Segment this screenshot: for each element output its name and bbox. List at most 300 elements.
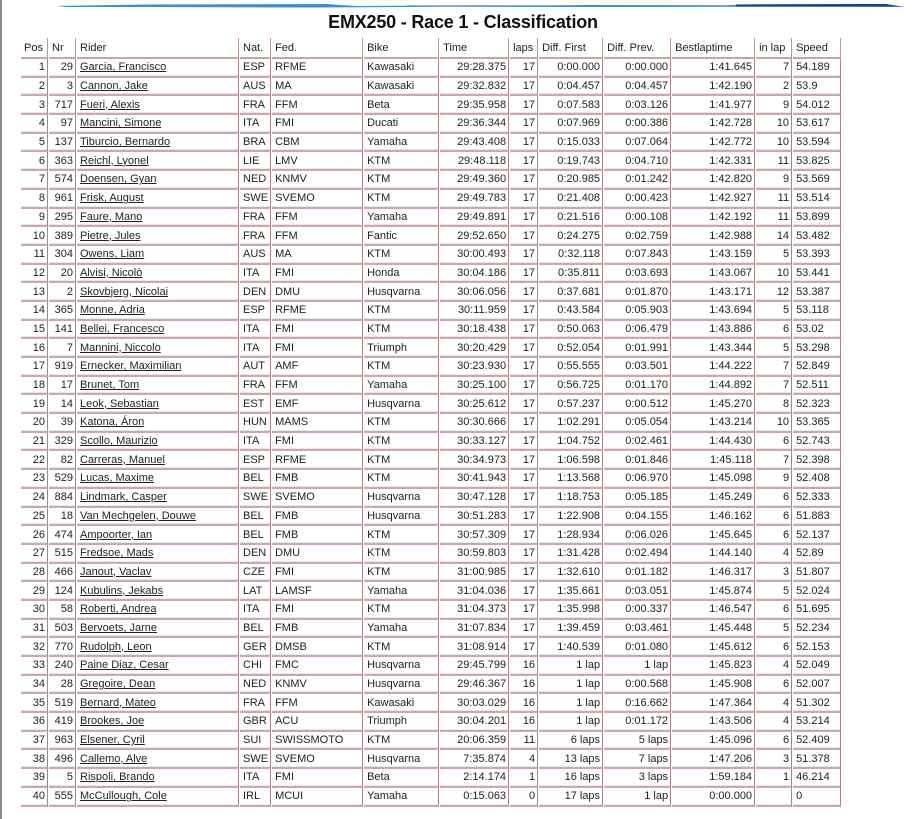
cell-in-lap: 3 [756, 750, 792, 769]
rider-name-link[interactable]: Bernard, Mateo [80, 696, 156, 709]
cell-diff-first: 0:56.725 [539, 377, 603, 396]
cell-bestlaptime: 1:46.547 [672, 601, 755, 620]
cell-time: 29:49.783 [440, 190, 509, 209]
cell-pos: 23 [21, 470, 48, 489]
cell-pos: 10 [21, 227, 48, 246]
cell-laps: 17 [510, 283, 538, 302]
table-row [21, 676, 841, 695]
cell-time: 29:49.891 [440, 209, 509, 228]
cell-time: 30:04.201 [440, 713, 509, 732]
cell-nr: 363 [49, 152, 76, 171]
cell-diff-first: 6 laps [539, 732, 603, 751]
cell-speed: 52.409 [793, 732, 841, 751]
rider-name-link[interactable]: Faure, Mano [80, 210, 143, 223]
cell-diff-prev: 0:02.461 [604, 433, 671, 452]
rider-name-link[interactable]: Lindmark, Casper [80, 491, 167, 504]
cell-bike: Kawasaki [364, 694, 439, 713]
header-nat[interactable]: Nat. [240, 38, 271, 59]
cell-diff-prev: 0:01.182 [604, 564, 671, 583]
cell-time: 30:47.128 [440, 489, 509, 508]
rider-name-link[interactable]: Mancini, Simone [80, 117, 162, 130]
cell-pos: 36 [21, 713, 48, 732]
rider-name-link[interactable]: Frisk, August [80, 192, 144, 205]
cell-diff-prev: 0:02.759 [604, 227, 671, 246]
rider-name-link[interactable]: Skovbjerg, Nicolai [80, 285, 169, 298]
cell-in-lap: 9 [756, 171, 792, 190]
cell-rider [77, 358, 239, 377]
cell-bestlaptime: 1:45.096 [672, 732, 755, 751]
cell-rider [77, 414, 239, 433]
header-speed[interactable]: Speed [793, 38, 841, 59]
cell-rider [77, 377, 239, 396]
cell-nat: FRA [240, 227, 271, 246]
rider-name-link[interactable]: Fredsoe, Mads [80, 547, 154, 560]
cell-diff-first: 13 laps [539, 750, 603, 769]
cell-time: 31:08.914 [440, 638, 509, 657]
cell-nat: BEL [240, 526, 271, 545]
cell-time: 30:41.943 [440, 470, 509, 489]
cell-laps: 17 [510, 395, 538, 414]
header-diff-first[interactable]: Diff. First [539, 38, 603, 59]
rider-name-link[interactable]: Fueri, Alexis [80, 98, 140, 111]
cell-nat: SWE [240, 190, 271, 209]
cell-time: 7:35.874 [440, 750, 509, 769]
cell-nat: FRA [240, 209, 271, 228]
rider-name-link[interactable]: Mannini, Niccolo [80, 341, 161, 354]
rider-name-link[interactable]: Roberti, Andrea [80, 603, 157, 616]
rider-name-link[interactable]: Van Mechgelen, Douwe [80, 509, 196, 522]
cell-bestlaptime: 1:47.206 [672, 750, 755, 769]
cell-diff-first: 16 laps [539, 769, 603, 788]
cell-in-lap: 7 [756, 59, 792, 78]
rider-name-link[interactable]: Pietre, Jules [80, 229, 141, 242]
cell-in-lap: 11 [756, 190, 792, 209]
cell-diff-first: 0:20.985 [539, 171, 603, 190]
rider-name-link[interactable]: Elsener, Cyril [80, 734, 145, 747]
cell-diff-first: 0:24.275 [539, 227, 603, 246]
cell-speed: 52.153 [793, 638, 841, 657]
cell-nr: 137 [49, 134, 76, 153]
header-banner-brushstroke [26, 0, 912, 10]
cell-rider [77, 676, 239, 695]
cell-rider [77, 451, 239, 470]
cell-diff-prev: 0:04.155 [604, 508, 671, 527]
cell-diff-prev: 5 laps [604, 732, 671, 751]
header-bestlaptime[interactable]: Bestlaptime [672, 38, 755, 59]
cell-diff-prev: 0:00.337 [604, 601, 671, 620]
table-row [21, 265, 841, 284]
cell-laps: 17 [510, 321, 538, 340]
cell-fed: RFME [272, 302, 363, 321]
cell-fed: LMV [272, 152, 363, 171]
cell-nat: FRA [240, 694, 271, 713]
cell-laps: 1 [510, 769, 538, 788]
header-fed[interactable]: Fed. [272, 38, 363, 59]
rider-name-link[interactable]: Brookes, Joe [80, 715, 145, 728]
header-laps[interactable]: laps [510, 38, 538, 59]
cell-pos: 30 [21, 601, 48, 620]
cell-bike: Yamaha [364, 582, 439, 601]
cell-bestlaptime: 0:00.000 [672, 788, 755, 807]
cell-time: 30:57.309 [440, 526, 509, 545]
cell-bestlaptime: 1:45.612 [672, 638, 755, 657]
cell-speed: 53.365 [793, 414, 841, 433]
table-row [21, 377, 841, 396]
rider-name-link[interactable]: Monne, Adria [80, 304, 145, 317]
rider-name-link[interactable]: Tiburcio, Bernardo [80, 136, 171, 149]
cell-in-lap: 1 [756, 769, 792, 788]
cell-diff-prev: 0:01.172 [604, 713, 671, 732]
cell-fed: FMI [272, 433, 363, 452]
cell-diff-first: 1:13.568 [539, 470, 603, 489]
cell-nr: 365 [49, 302, 76, 321]
cell-fed: FFM [272, 377, 363, 396]
cell-diff-first: 0:50.063 [539, 321, 603, 340]
header-nr[interactable]: Nr [49, 38, 76, 59]
cell-nat: ITA [240, 265, 271, 284]
cell-fed: FMB [272, 620, 363, 639]
cell-diff-prev: 0:05.185 [604, 489, 671, 508]
rider-name-link[interactable]: Katona, Áron [80, 416, 145, 429]
rider-name-link[interactable]: Garcia, Francisco [80, 61, 167, 74]
cell-nr: 717 [49, 96, 76, 115]
cell-nr: 29 [49, 59, 76, 78]
page-title: EMX250 - Race 1 - Classification [328, 12, 598, 32]
rider-name-link[interactable]: Bellei, Francesco [80, 322, 165, 335]
cell-diff-first: 1:04.752 [539, 433, 603, 452]
cell-pos: 7 [21, 171, 48, 190]
cell-speed: 53.393 [793, 246, 841, 265]
cell-bike: Husqvarna [364, 395, 439, 414]
cell-diff-first: 0:07.969 [539, 115, 603, 134]
cell-pos: 40 [21, 788, 48, 807]
cell-bestlaptime: 1:43.886 [672, 321, 755, 340]
cell-diff-first: 0:15.033 [539, 134, 603, 153]
cell-laps: 0 [510, 788, 538, 807]
cell-bestlaptime: 1:41.977 [672, 96, 755, 115]
cell-bestlaptime: 1:45.908 [672, 676, 755, 695]
cell-fed: FMI [272, 115, 363, 134]
cell-speed: 51.807 [793, 564, 841, 583]
header-pos[interactable]: Pos [21, 38, 48, 59]
cell-nr: 2 [49, 283, 76, 302]
rider-name-link[interactable]: Kubulins, Jekabs [80, 584, 164, 597]
cell-speed: 53.899 [793, 209, 841, 228]
cell-nat: DEN [240, 545, 271, 564]
cell-bike: KTM [364, 321, 439, 340]
cell-time: 29:49.360 [440, 171, 509, 190]
cell-diff-prev: 0:07.064 [604, 134, 671, 153]
rider-name-link[interactable]: Ernecker, Maximilian [80, 360, 182, 373]
cell-laps: 17 [510, 470, 538, 489]
cell-rider [77, 713, 239, 732]
cell-bestlaptime: 1:43.067 [672, 265, 755, 284]
cell-pos: 37 [21, 732, 48, 751]
rider-name-link[interactable]: Lucas, Maxime [80, 472, 154, 485]
cell-in-lap: 6 [756, 321, 792, 340]
cell-bike: Yamaha [364, 209, 439, 228]
rider-name-link[interactable]: Paine Diaz, Cesar [80, 659, 169, 672]
table-row [21, 732, 841, 751]
cell-fed: MAMS [272, 414, 363, 433]
cell-nat: SWE [240, 750, 271, 769]
table-row [21, 713, 841, 732]
rider-name-link[interactable]: Alvisi, Nicolò [80, 266, 143, 279]
cell-in-lap: 6 [756, 526, 792, 545]
cell-pos: 26 [21, 526, 48, 545]
cell-nr: 7 [49, 339, 76, 358]
cell-time: 30:30.666 [440, 414, 509, 433]
rider-name-link[interactable]: Carreras, Manuel [80, 453, 165, 466]
cell-bestlaptime: 1:42.820 [672, 171, 755, 190]
cell-laps: 4 [510, 750, 538, 769]
cell-bike: KTM [364, 302, 439, 321]
cell-nr: 389 [49, 227, 76, 246]
cell-rider [77, 246, 239, 265]
rider-name-link[interactable]: Gregoire, Dean [80, 678, 156, 691]
cell-laps: 17 [510, 601, 538, 620]
cell-bestlaptime: 1:45.874 [672, 582, 755, 601]
table-row [21, 433, 841, 452]
cell-nat: LAT [240, 582, 271, 601]
cell-speed: 53.9 [793, 78, 841, 97]
cell-bike: KTM [364, 545, 439, 564]
cell-rider [77, 694, 239, 713]
rider-name-link[interactable]: Cannon, Jake [80, 80, 148, 93]
cell-nat: ITA [240, 339, 271, 358]
table-row [21, 302, 841, 321]
cell-bestlaptime: 1:42.728 [672, 115, 755, 134]
cell-bestlaptime: 1:45.448 [672, 620, 755, 639]
cell-bike: Yamaha [364, 788, 439, 807]
cell-nr: 20 [49, 265, 76, 284]
cell-pos: 16 [21, 339, 48, 358]
cell-bike: KTM [364, 358, 439, 377]
cell-nr: 919 [49, 358, 76, 377]
rider-name-link[interactable]: Owens, Liam [80, 248, 145, 261]
cell-diff-first: 1 lap [539, 657, 603, 676]
cell-speed: 53.482 [793, 227, 841, 246]
cell-nat: FRA [240, 96, 271, 115]
cell-nat: CZE [240, 564, 271, 583]
cell-laps: 17 [510, 59, 538, 78]
cell-diff-prev: 7 laps [604, 750, 671, 769]
table-row [21, 59, 841, 78]
cell-speed: 52.408 [793, 470, 841, 489]
cell-bike: Kawasaki [364, 78, 439, 97]
cell-nat: IRL [240, 788, 271, 807]
cell-speed: 53.594 [793, 134, 841, 153]
cell-diff-prev: 0:01.080 [604, 638, 671, 657]
cell-in-lap: 5 [756, 582, 792, 601]
cell-fed: FMB [272, 470, 363, 489]
cell-laps: 17 [510, 414, 538, 433]
rider-name-link[interactable]: Bervoets, Jarne [80, 621, 158, 634]
cell-fed: MA [272, 246, 363, 265]
table-row [21, 451, 841, 470]
cell-fed: FMB [272, 508, 363, 527]
cell-speed: 52.89 [793, 545, 841, 564]
cell-pos: 18 [21, 377, 48, 396]
cell-speed: 53.118 [793, 302, 841, 321]
cell-bike: Triumph [364, 713, 439, 732]
cell-laps: 17 [510, 134, 538, 153]
cell-in-lap: 3 [756, 564, 792, 583]
table-row [21, 171, 841, 190]
cell-diff-first: 0:37.681 [539, 283, 603, 302]
cell-in-lap: 5 [756, 620, 792, 639]
cell-laps: 17 [510, 508, 538, 527]
cell-diff-first: 1:39.459 [539, 620, 603, 639]
rider-name-link[interactable]: McCullough, Cole [80, 790, 167, 803]
cell-speed: 53.569 [793, 171, 841, 190]
rider-name-link[interactable]: Rispoli, Brando [80, 771, 155, 784]
cell-fed: FMI [272, 265, 363, 284]
cell-fed: FMI [272, 339, 363, 358]
cell-diff-prev: 3 laps [604, 769, 671, 788]
cell-diff-prev: 0:00.512 [604, 395, 671, 414]
cell-nr: 97 [49, 115, 76, 134]
cell-nat: LIE [240, 152, 271, 171]
cell-pos: 22 [21, 451, 48, 470]
cell-speed: 52.511 [793, 377, 841, 396]
cell-nat: BEL [240, 620, 271, 639]
cell-laps: 17 [510, 302, 538, 321]
cell-bike: Husqvarna [364, 489, 439, 508]
rider-name-link[interactable]: Reichl, Lyonel [80, 154, 149, 167]
cell-diff-first: 1:32.610 [539, 564, 603, 583]
cell-bestlaptime: 1:44.222 [672, 358, 755, 377]
cell-time: 30:51.283 [440, 508, 509, 527]
cell-pos: 19 [21, 395, 48, 414]
table-row [21, 657, 841, 676]
cell-diff-first: 0:55.555 [539, 358, 603, 377]
cell-nat: SUI [240, 732, 271, 751]
table-row [21, 508, 841, 527]
cell-diff-prev: 0:04.457 [604, 78, 671, 97]
cell-laps: 16 [510, 657, 538, 676]
cell-laps: 17 [510, 638, 538, 657]
table-row [21, 134, 841, 153]
cell-rider [77, 620, 239, 639]
cell-in-lap: 10 [756, 134, 792, 153]
cell-laps: 17 [510, 451, 538, 470]
cell-speed: 51.883 [793, 508, 841, 527]
cell-nr: 141 [49, 321, 76, 340]
cell-fed: FFM [272, 96, 363, 115]
cell-in-lap: 6 [756, 638, 792, 657]
rider-name-link[interactable]: Leok, Sebastian [80, 397, 159, 410]
cell-speed: 53.298 [793, 339, 841, 358]
cell-nr: 503 [49, 620, 76, 639]
table-row [21, 694, 841, 713]
cell-rider [77, 115, 239, 134]
table-header-row [21, 38, 841, 59]
cell-nat: AUS [240, 246, 271, 265]
cell-fed: DMU [272, 283, 363, 302]
cell-bestlaptime: 1:43.159 [672, 246, 755, 265]
rider-name-link[interactable]: Brunet, Tom [80, 379, 140, 392]
cell-diff-prev: 0:01.870 [604, 283, 671, 302]
cell-nat: CHI [240, 657, 271, 676]
rider-name-link[interactable]: Ampoorter, Ian [80, 528, 153, 541]
cell-laps: 17 [510, 152, 538, 171]
cell-rider [77, 564, 239, 583]
rider-name-link[interactable]: Doensen, Gyan [80, 173, 157, 186]
cell-nat: DEN [240, 283, 271, 302]
cell-pos: 21 [21, 433, 48, 452]
rider-name-link[interactable]: Scollo, Maurizio [80, 435, 158, 448]
header-in-lap[interactable]: in lap [756, 38, 792, 59]
header-time[interactable]: Time [440, 38, 509, 59]
cell-fed: MA [272, 78, 363, 97]
cell-pos: 14 [21, 302, 48, 321]
cell-pos: 2 [21, 78, 48, 97]
cell-diff-first: 0:21.516 [539, 209, 603, 228]
table-row [21, 152, 841, 171]
cell-speed: 53.387 [793, 283, 841, 302]
rider-name-link[interactable]: Rudolph, Leon [80, 640, 152, 653]
cell-speed: 52.234 [793, 620, 841, 639]
cell-pos: 25 [21, 508, 48, 527]
cell-laps: 17 [510, 115, 538, 134]
cell-nr: 961 [49, 190, 76, 209]
cell-speed: 53.214 [793, 713, 841, 732]
cell-diff-first: 0:04.457 [539, 78, 603, 97]
cell-nr: 124 [49, 582, 76, 601]
cell-pos: 15 [21, 321, 48, 340]
cell-bike: Husqvarna [364, 750, 439, 769]
rider-name-link[interactable]: Callemo, Alve [80, 752, 148, 765]
cell-diff-prev: 0:02.494 [604, 545, 671, 564]
cell-bestlaptime: 1:46.317 [672, 564, 755, 583]
cell-rider [77, 59, 239, 78]
cell-diff-first: 0:19.743 [539, 152, 603, 171]
cell-nat: ESP [240, 302, 271, 321]
cell-fed: KNMV [272, 171, 363, 190]
cell-bestlaptime: 1:44.140 [672, 545, 755, 564]
cell-bike: KTM [364, 451, 439, 470]
header-diff-prev[interactable]: Diff. Prev. [604, 38, 671, 59]
cell-speed: 46.214 [793, 769, 841, 788]
cell-speed: 51.378 [793, 750, 841, 769]
cell-nr: 574 [49, 171, 76, 190]
cell-nr: 529 [49, 470, 76, 489]
table-row [21, 115, 841, 134]
cell-nr: 5 [49, 769, 76, 788]
cell-nr: 419 [49, 713, 76, 732]
header-bike[interactable]: Bike [364, 38, 439, 59]
cell-bike: KTM [364, 433, 439, 452]
header-rider[interactable]: Rider [77, 38, 239, 59]
cell-pos: 35 [21, 694, 48, 713]
cell-pos: 32 [21, 638, 48, 657]
cell-in-lap: 4 [756, 713, 792, 732]
rider-name-link[interactable]: Janout, Vaclav [80, 565, 152, 578]
cell-laps: 17 [510, 227, 538, 246]
cell-rider [77, 769, 239, 788]
cell-bestlaptime: 1:42.331 [672, 152, 755, 171]
cell-time: 30:23.930 [440, 358, 509, 377]
cell-nr: 963 [49, 732, 76, 751]
cell-time: 0:15.063 [440, 788, 509, 807]
cell-diff-prev: 0:06.970 [604, 470, 671, 489]
table-row [21, 788, 841, 807]
cell-in-lap: 6 [756, 433, 792, 452]
cell-speed: 52.024 [793, 582, 841, 601]
cell-rider [77, 134, 239, 153]
cell-diff-first: 0:43.584 [539, 302, 603, 321]
